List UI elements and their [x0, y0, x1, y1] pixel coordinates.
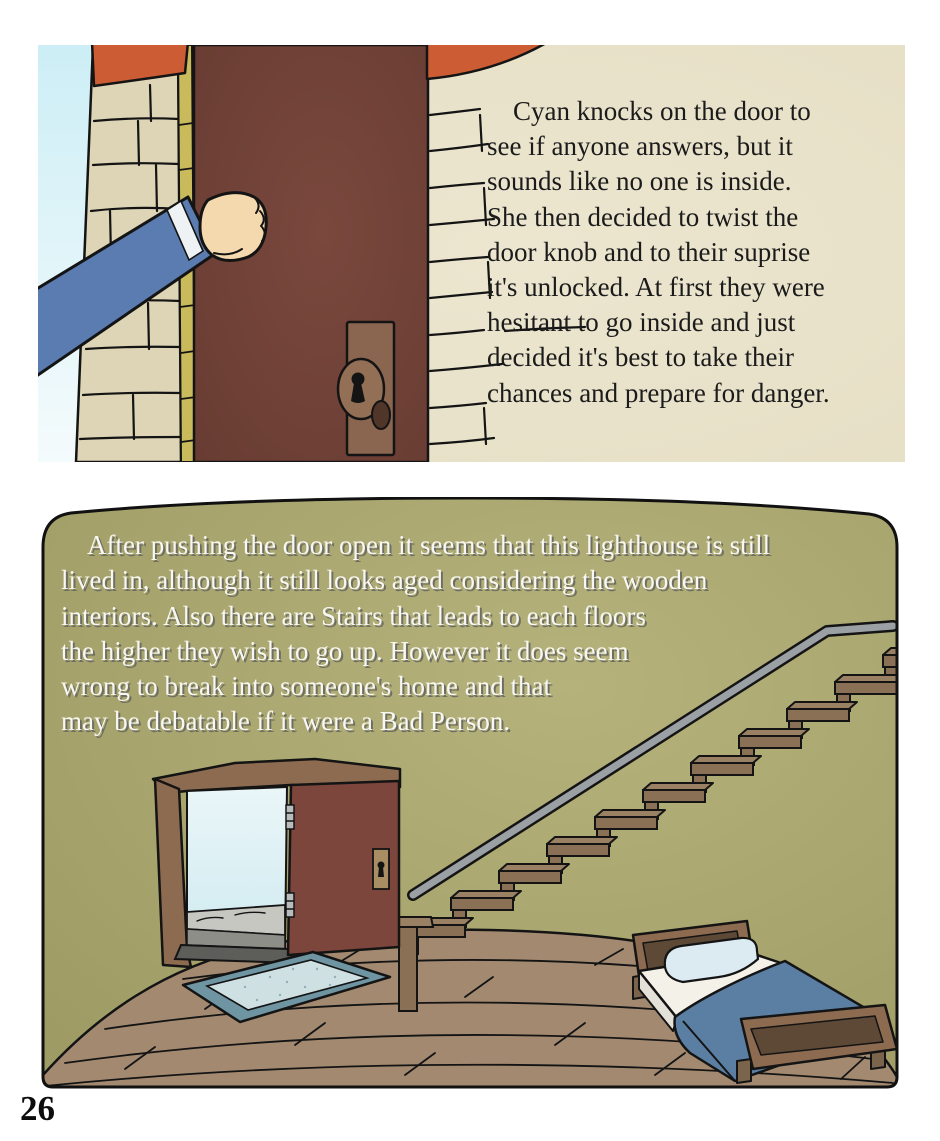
open-door — [153, 759, 400, 967]
panel-exterior-door — [38, 45, 905, 462]
caption-line: interiors. Also there are Stairs that leads to each floors — [61, 600, 646, 631]
panel2-caption — [61, 528, 861, 740]
caption-line: Cyan knocks on the door to — [513, 96, 811, 126]
door-knob — [372, 401, 390, 429]
caption-line: sounds like no one is inside. — [487, 166, 792, 197]
caption-line: After pushing the door open it seems that this lighthouse is still — [87, 530, 771, 560]
door-lock — [373, 849, 389, 889]
caption-line: see if anyone answers, but it — [487, 131, 793, 162]
caption-line: wrong to break into someone's home and that — [61, 671, 552, 702]
doorway-view — [187, 787, 287, 949]
door-leaf — [286, 781, 399, 955]
caption-line: may be debatable if it were a Bad Person. — [61, 706, 511, 737]
caption-line: door knob and to their suprise — [487, 236, 811, 267]
caption-line: it's unlocked. At first they were — [487, 272, 825, 303]
page-number: 26 — [20, 1089, 55, 1128]
caption-line: decided it's best to take their — [487, 342, 795, 373]
caption-line: the higher they wish to go up. However it does seem — [61, 635, 629, 666]
caption-line: hesitant to go inside and just — [487, 307, 796, 338]
panel1-caption — [487, 94, 902, 411]
caption-line: She then decided to twist the — [487, 201, 799, 232]
caption-line: lived in, although it still looks aged considering the wooden — [61, 565, 708, 596]
door-lock-plate — [338, 322, 394, 455]
panel-lighthouse-interior — [35, 497, 905, 1090]
fist — [200, 193, 266, 261]
caption-line: chances and prepare for danger. — [487, 377, 830, 408]
